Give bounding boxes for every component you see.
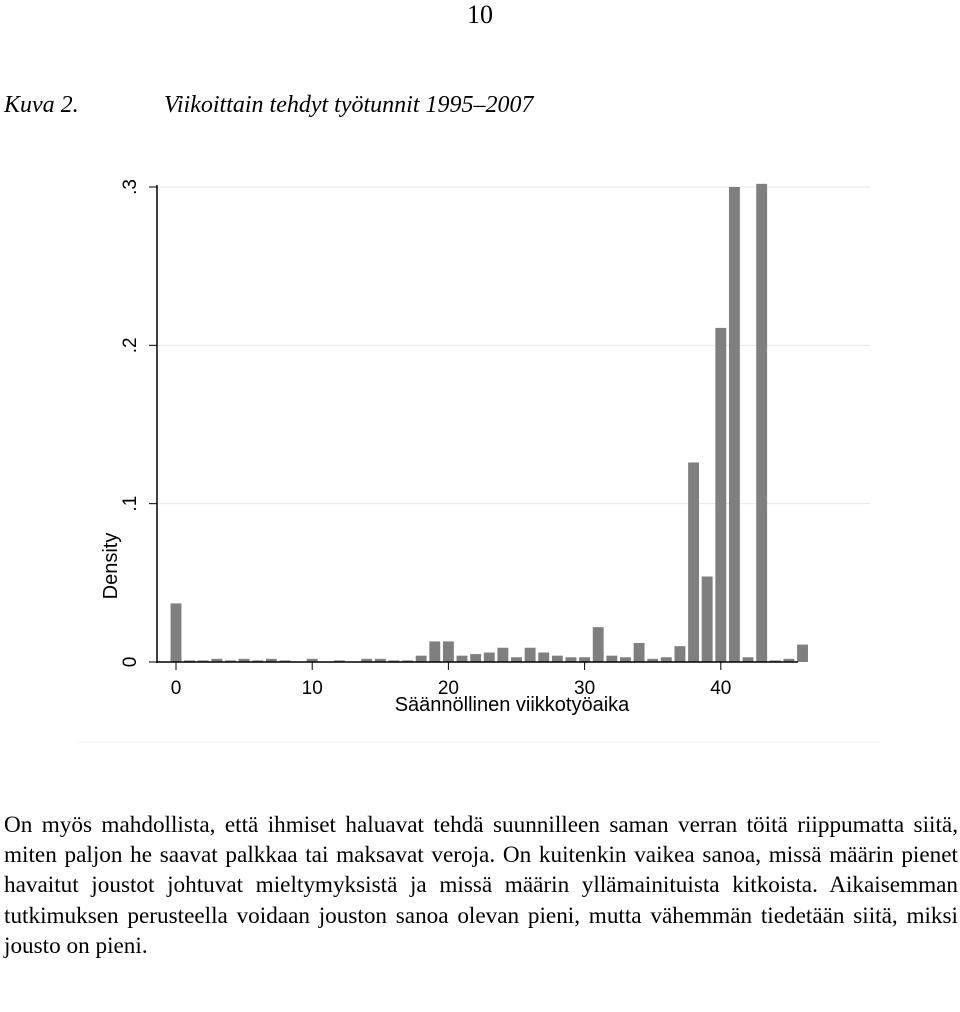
histogram-chart	[0, 150, 960, 800]
histogram-bar	[634, 643, 645, 662]
histogram-bar	[443, 641, 454, 662]
x-tick-label: 10	[301, 678, 323, 699]
histogram-bar	[688, 463, 699, 663]
histogram-bar	[593, 627, 604, 662]
x-tick-label: 0	[170, 678, 182, 699]
figure-title: Viikoittain tehdyt työtunnit 1995–2007	[164, 92, 534, 118]
y-axis-label: Density	[100, 532, 122, 600]
y-tick-label: .3	[120, 179, 141, 195]
y-tick-label: .2	[120, 337, 141, 354]
y-axis-ticks	[120, 179, 157, 667]
histogram-bar	[171, 603, 182, 662]
histogram-bar	[457, 656, 468, 662]
histogram-bar	[756, 184, 767, 662]
figure-caption	[4, 92, 534, 119]
x-axis-label: Säännöllinen viikkotyöaika	[394, 694, 630, 716]
page-number: 10	[467, 0, 493, 29]
histogram-bar	[416, 656, 427, 662]
histogram-bar	[729, 187, 740, 662]
body-paragraph: On myös mahdollista, että ihmiset haluavat tehdä suunnilleen saman verran töitä riippumatta siitä, miten paljon he saavat palkkaa tai maksavat veroja. On kuitenkin vaikea sanoa, missä määrin pienet havaitut joustot johtuvat mieltymyksistä ja missä määrin yllämainituista kitkoista. Aikaisemman tutkimuksen perusteella voidaan jouston sanoa olevan pieni, mutta vähemmän tiedetään siitä, miksi jousto on pieni.	[4, 812, 958, 959]
histogram-bar	[525, 648, 536, 662]
histogram-bar	[538, 653, 549, 663]
y-tick-label: 0	[120, 656, 141, 668]
histogram-bar	[715, 328, 726, 662]
histogram-bar	[702, 577, 713, 663]
x-tick-label: 40	[710, 678, 732, 699]
figure-label: Kuva 2.	[4, 92, 79, 118]
histogram-bar	[497, 648, 508, 662]
histogram-bar	[470, 654, 481, 662]
histogram-bar	[674, 646, 685, 662]
histogram-bar	[429, 641, 440, 662]
histogram-bar	[552, 656, 563, 662]
x-tick-label: 30	[574, 678, 596, 699]
y-tick-label: .1	[120, 495, 141, 512]
histogram-bar	[484, 653, 495, 663]
histogram-bar	[797, 645, 808, 662]
histogram-bars	[171, 184, 808, 662]
histogram-bar	[606, 656, 617, 662]
x-tick-label: 20	[437, 678, 459, 699]
